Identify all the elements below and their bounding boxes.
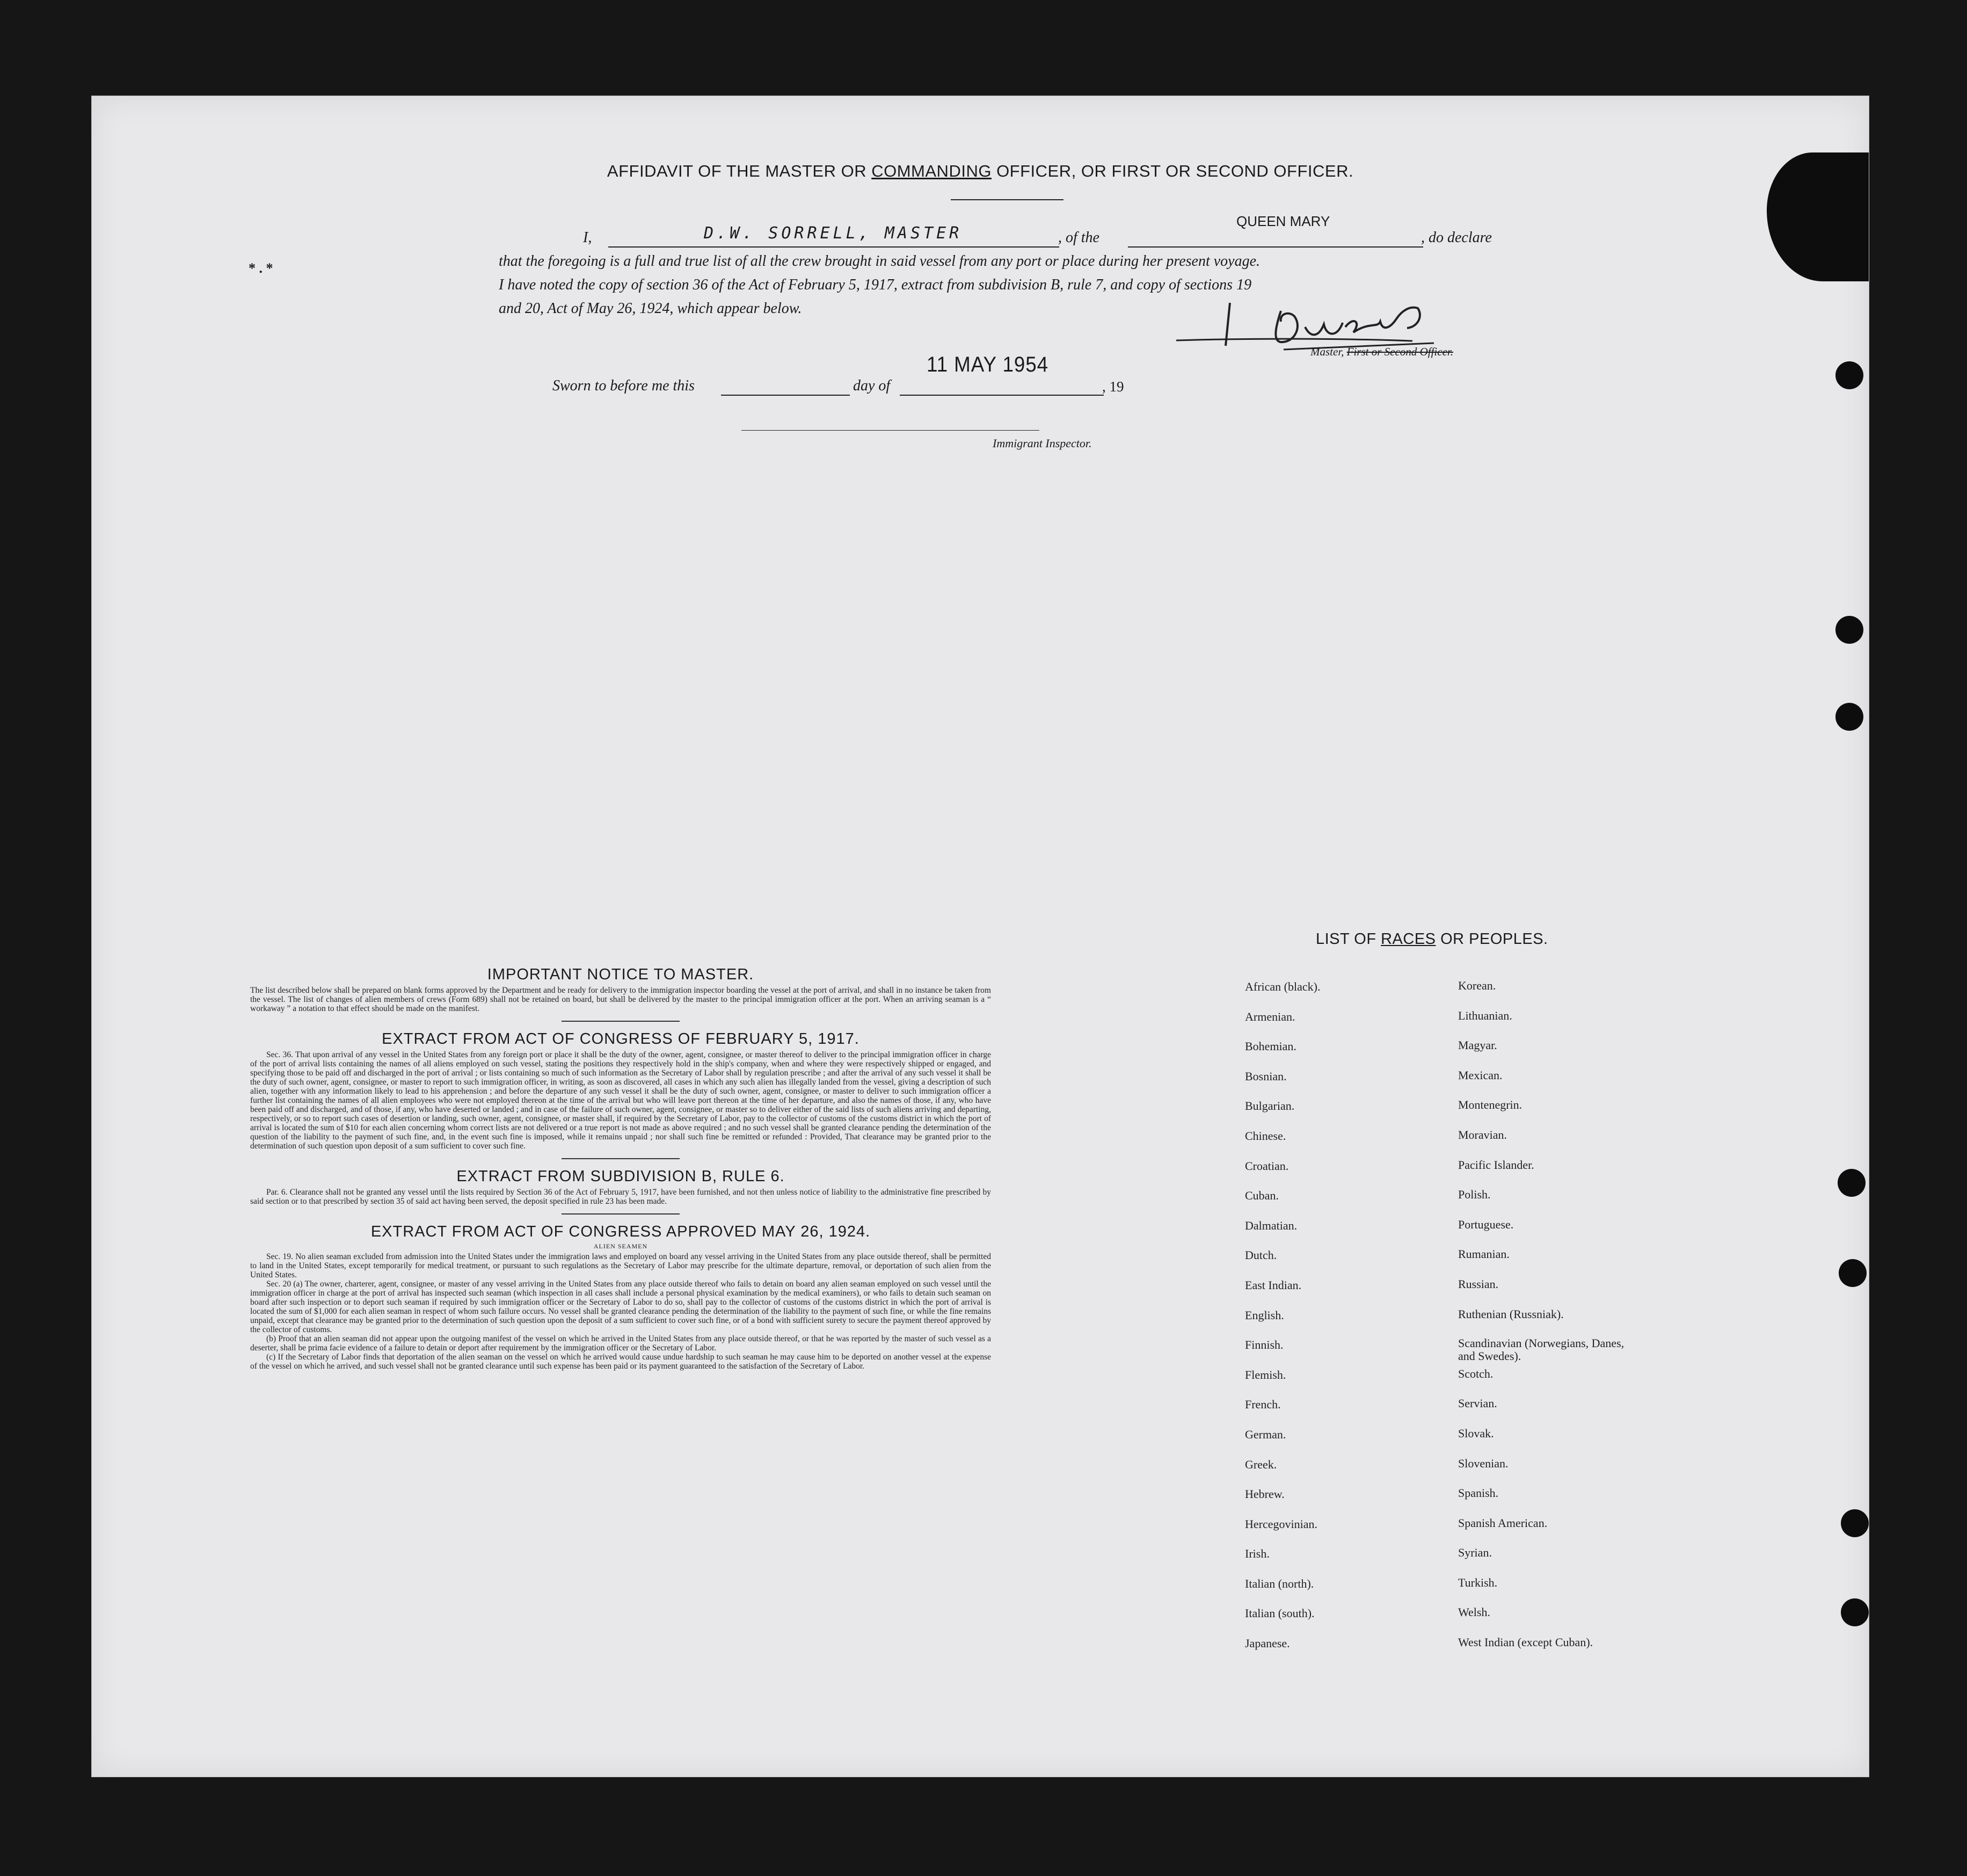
race-item: Bulgarian. <box>1245 1099 1295 1113</box>
vessel-blank <box>1128 246 1423 248</box>
margin-mark: * . * <box>249 260 273 276</box>
race-item: Greek. <box>1245 1457 1277 1471</box>
race-item: Armenian. <box>1245 1009 1295 1023</box>
affidavit-title: AFFIDAVIT OF THE MASTER OR COMMANDING OFFICER, OR FIRST OR SECOND OFFICER. <box>607 162 1354 180</box>
races-left-column <box>1245 980 1320 1667</box>
sworn-day-blank <box>721 395 850 396</box>
race-item: Portuguese. <box>1458 1217 1514 1231</box>
sec-20b-body: (b) Proof that an alien seaman did not appear upon the outgoing manifest of the vessel on which he arrived in the United States from any place outside thereof, or that he was reported by the master of such vessel as a deserter, shall be prima facie evidence of a failure to detain or deport after requirement by the immigration officer or the Secretary of Labor. <box>250 1334 991 1353</box>
alien-seamen-subheading: ALIEN SEAMEN <box>593 1242 648 1250</box>
race-item: Slovak. <box>1458 1426 1494 1440</box>
extract-1924-heading: EXTRACT FROM ACT OF CONGRESS APPROVED MAY 26, 1924. <box>370 1223 871 1240</box>
race-item: West Indian (except Cuban). <box>1458 1635 1593 1649</box>
race-item: Croatian. <box>1245 1159 1289 1173</box>
legal-column <box>250 966 991 1371</box>
officer-name: D.W. SORRELL, MASTER <box>704 224 963 243</box>
day-of-label: day of <box>853 377 891 394</box>
race-item: Magyar. <box>1458 1038 1497 1052</box>
race-item: Ruthenian (Russniak). <box>1458 1307 1564 1321</box>
race-item: Syrian. <box>1458 1546 1492 1560</box>
affidavit-line-4: and 20, Act of May 26, 1924, which appear below. <box>499 300 802 317</box>
sworn-label: Sworn to before me this <box>552 377 695 394</box>
race-item: Italian (south). <box>1245 1606 1315 1620</box>
race-item: Japanese. <box>1245 1637 1290 1650</box>
binder-hole <box>1839 1259 1867 1287</box>
name-blank <box>608 246 1059 248</box>
extract-1917-body: Sec. 36. That upon arrival of any vessel in the United States from any foreign port or place it shall be the duty of the owner, agent, consignee, or master thereof to deliver to the principal immigration officer in charge of the port of arrival lists containing the names of all aliens employed on such vessel, stating the positions they respectively hold in the ship's company, when and where they were respectively shipped or engaged, and specifying those to be paid off and discharged in the port of arrival ; or lists containing so much of such information as the Secretary of Labor shall by regulation prescribe ; and after the arrival of any such vessel it shall be the duty of such owner, agent, consignee, or master to report to such immigration officer, in writing, as soon as discovered, all cases in which any such alien has illegally landed from the vessel, giving a description of such alien, together with any information likely to lead to his apprehension ; and before the departure of any such vessel it shall be the duty of such owner, agent, consignee, or master to deliver to such immigration officer a further list containing the names of all alien employees who were not employed thereon at the time of the arrival but who will leave port thereon at the time of her departure, and also the names of those, if any, who have been paid off and discharged, and of those, if any, who have deserted or landed ; and in case of the failure of such owner, agent, consignee, or master so to deliver either of the said lists of such aliens arriving and departing, respectively, or so to report such cases of desertion or landing, such owner, agent, consignee, or master shall, if required by the Secretary of Labor, pay to the collector of customs of the customs district in which the port of arrival is located the sum of $10 for each alien concerning whom correct lists are not delivered or a true report is not made as above required ; and no such vessel shall be granted clearance pending the determination of the question of the liability to the payment of such fine, and, in the event such fine is imposed, while it remains unpaid ; nor shall such fine be remitted or refunded : Provided, That clearance may be granted prior to the determination of such question upon deposit of a sum sufficient to cover such fine. <box>250 1050 991 1151</box>
race-item: Turkish. <box>1458 1575 1498 1589</box>
race-item: Scotch. <box>1458 1366 1494 1380</box>
year-label: , 19 <box>1102 379 1124 395</box>
race-item: Pacific Islander. <box>1458 1158 1534 1172</box>
binder-hole <box>1841 1509 1869 1537</box>
race-item: French. <box>1245 1398 1281 1412</box>
notice-heading: IMPORTANT NOTICE TO MASTER. <box>487 966 754 983</box>
affidavit-line-3: I have noted the copy of section 36 of the Act of February 5, 1917, extract from subdivision B, rule 7, and copy of sections 19 <box>499 277 1252 293</box>
extract-1917-heading: EXTRACT FROM ACT OF CONGRESS OF FEBRUARY 5, 1917. <box>382 1030 859 1048</box>
race-item: Spanish American. <box>1458 1516 1548 1530</box>
affidavit-line-2: that the foregoing is a full and true list of all the crew brought in said vessel from any port or place during her present voyage. <box>499 253 1261 270</box>
race-item: Finnish. <box>1245 1338 1284 1352</box>
sec-19-body: Sec. 19. No alien seaman excluded from admission into the United States under the immigration laws and employed on board any vessel arriving in the United States from any place outside thereof, shall be permitted to land in the United States, except temporarily for medical treatment, or pursuant to such regulations as the Secretary of Labor may prescribe for the ultimate departure, removal, or deportation of such alien from the United States. <box>250 1252 991 1279</box>
binder-hole <box>1835 616 1863 644</box>
affidavit-i-label: I, <box>583 229 592 246</box>
race-item: East Indian. <box>1245 1278 1302 1292</box>
race-item: Irish. <box>1245 1547 1270 1561</box>
signature <box>1165 289 1445 354</box>
binder-hole <box>1835 703 1863 731</box>
race-item: Chinese. <box>1245 1129 1286 1143</box>
inspector-caption: Immigrant Inspector. <box>993 437 1092 450</box>
race-item: Bosnian. <box>1245 1069 1287 1083</box>
race-item: Moravian. <box>1458 1128 1507 1141</box>
races-heading: LIST OF RACES OR PEOPLES. <box>1316 930 1548 948</box>
race-item: Hercegovinian. <box>1245 1517 1317 1531</box>
race-item: Spanish. <box>1458 1486 1499 1500</box>
divider-3 <box>562 1213 680 1215</box>
races-right-column <box>1458 979 1635 1666</box>
date-stamp: 11 MAY 1954 <box>927 353 1048 376</box>
form-page <box>91 96 1869 1777</box>
race-item: Bohemian. <box>1245 1039 1296 1053</box>
bleed-through-text <box>435 182 447 209</box>
torn-corner <box>1767 152 1869 281</box>
race-item: Montenegrin. <box>1458 1098 1522 1112</box>
race-item: Flemish. <box>1245 1368 1286 1381</box>
race-item: Italian (north). <box>1245 1576 1314 1590</box>
sworn-month-blank <box>900 395 1104 396</box>
subdivision-b-heading: EXTRACT FROM SUBDIVISION B, RULE 6. <box>456 1168 785 1185</box>
subdivision-b-body: Par. 6. Clearance shall not be granted any vessel until the lists required by Section 36 of the Act of February 5, 1917, have been furnished, and not then unless notice of liability to the administrative fine prescribed by said section or to that prescribed by section 35 of said act having been served, the deposit specified in rule 23 has been made. <box>250 1188 991 1206</box>
do-declare-label: , do declare <box>1421 229 1492 246</box>
vessel-name: QUEEN MARY <box>1236 213 1330 229</box>
race-item: Polish. <box>1458 1188 1491 1202</box>
sec-20c-body: (c) If the Secretary of Labor finds that deportation of the alien seaman on the vessel on which he arrived would cause undue hardship to such seaman he may cause him to be deported on another vessel at the expense of the vessel on which he arrived, and such vessel shall not be granted clearance until such expense has been paid or its payment guaranteed to the satisfaction of the Secretary of Labor. <box>250 1353 991 1371</box>
of-the-label: , of the <box>1058 229 1099 246</box>
sec-20a-body: Sec. 20 (a) The owner, charterer, agent, consignee, or master of any vessel arriving in the United States from any place outside thereof who fails to detain on board any alien seaman employed on such vessel until the immigration officer in charge at the port of arrival has inspected such seaman (which inspection in all cases shall include a personal physical examination by the medical examiners), or who fails to detain such seaman on board after such inspection or to deport such seaman if required by such immigration officer or the Secretary of Labor to do so, shall pay to the collector of customs of the customs district in which the port of arrival is located the sum of $1,000 for each alien seaman in respect of whom such failure occurs. No vessel shall be granted clearance pending the determination of the liability to the payment of such fine, or while the fine remains unpaid, except that clearance may be granted prior to the determination of such question upon the deposit of a sum sufficient to cover such fine, or of a bond with sufficient surety to secure the payment thereof approved by the collector of customs. <box>250 1279 991 1334</box>
inspector-signature-line <box>741 430 1039 431</box>
binder-hole <box>1841 1598 1869 1626</box>
race-item: Dalmatian. <box>1245 1218 1298 1232</box>
race-item: Slovenian. <box>1458 1456 1509 1470</box>
race-item: Dutch. <box>1245 1248 1277 1262</box>
race-item: Korean. <box>1458 979 1496 992</box>
binder-hole <box>1835 361 1863 389</box>
binder-hole <box>1838 1169 1866 1197</box>
race-item: Servian. <box>1458 1397 1497 1410</box>
title-underline <box>951 199 1063 200</box>
race-item: Lithuanian. <box>1458 1008 1512 1022</box>
divider-1 <box>562 1021 680 1022</box>
signature-caption: Master, First or Second Officer. <box>1310 345 1453 358</box>
race-item: Cuban. <box>1245 1189 1279 1203</box>
race-item: Scandinavian (Norwegians, Danes, and Swedes). <box>1458 1336 1624 1363</box>
race-item: English. <box>1245 1308 1284 1322</box>
race-item: German. <box>1245 1427 1286 1441</box>
race-item: Welsh. <box>1458 1605 1490 1619</box>
divider-2 <box>562 1158 680 1159</box>
notice-body: The list described below shall be prepared on blank forms approved by the Department and be ready for delivery to the immigration inspector boarding the vessel at the port of arrival, and shall in no instance be taken from the vessel. The list of changes of alien members of crews (Form 689) shall not be retained on board, but shall be delivered by the master to the principal immigration officer at the port. When an arriving seaman is a “ workaway ” a notation to that effect should be made on the manifest. <box>250 986 991 1013</box>
race-item: Hebrew. <box>1245 1487 1285 1501</box>
race-item: Mexican. <box>1458 1068 1503 1082</box>
race-item: Russian. <box>1458 1277 1499 1291</box>
race-item: Rumanian. <box>1458 1247 1510 1261</box>
race-item: African (black). <box>1245 980 1321 993</box>
